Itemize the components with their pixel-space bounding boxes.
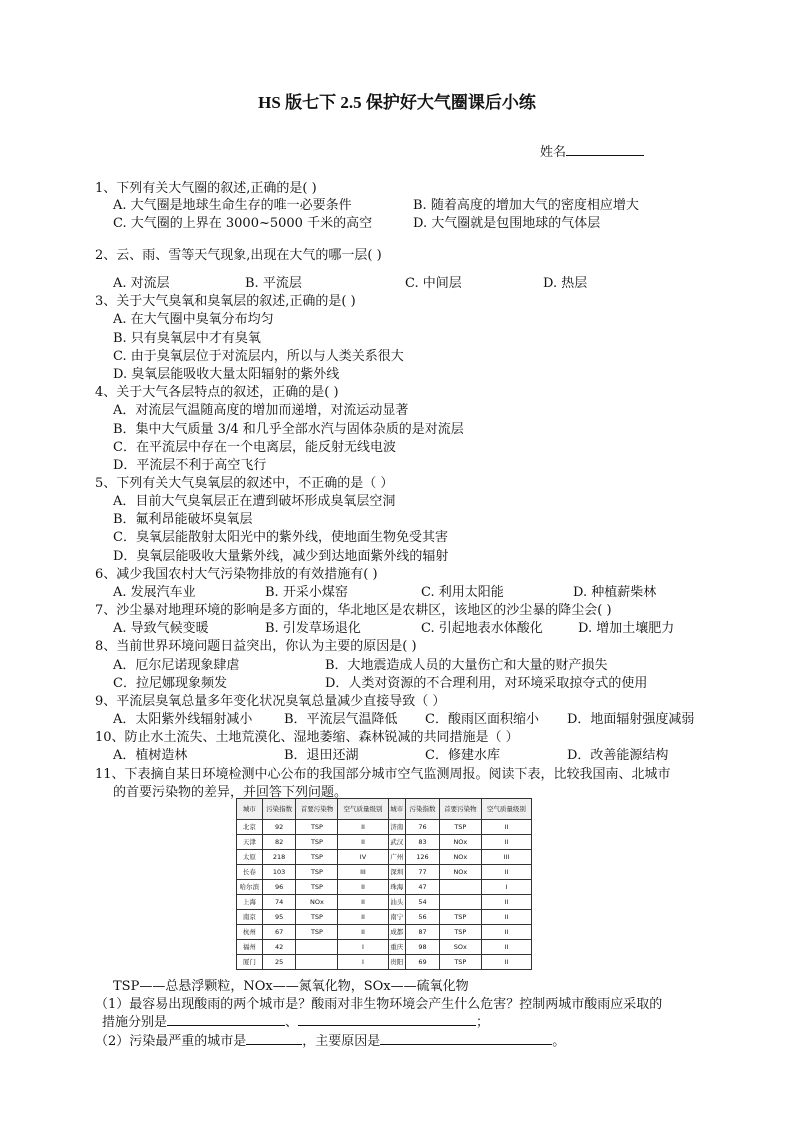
table-cell: SOx (439, 940, 481, 955)
table-cell: II (481, 925, 531, 940)
answer-blank-2b[interactable] (380, 1031, 552, 1045)
table-cell: 哈尔滨 (237, 880, 263, 895)
question-9-option-b: B．平流层气温降低 (284, 712, 398, 727)
question-5-option-a: A．目前大气臭氧层正在遭到破坏形成臭氧层空洞 (113, 494, 396, 509)
question-5-option-c: C．臭氧层能散射太阳光中的紫外线，使地面生物免受其害 (113, 530, 448, 545)
table-cell: NOx (439, 865, 481, 880)
table-header-row (237, 799, 532, 820)
table-header-cell: 污染指数 (406, 799, 440, 820)
table-row (237, 940, 532, 955)
answer-blank-1b[interactable] (298, 1012, 476, 1026)
table-cell: 深圳 (388, 865, 406, 880)
question-7-option-a: A. 导致气候变暖 (113, 621, 209, 636)
table-cell: TSP (296, 835, 338, 850)
table-cell: TSP (296, 820, 338, 835)
table-cell: TSP (439, 925, 481, 940)
question-4-option-c: C．在平流层中存在一个电离层，能反射无线电波 (113, 440, 396, 455)
question-8-option-b: B．大地震造成人员的大量伤亡和大量的财产损失 (325, 658, 608, 673)
table-cell: II (338, 910, 388, 925)
question-3-option-a: A. 在大气圈中臭氧分布均匀 (113, 312, 274, 327)
question-10-option-b: B．退田还湖 (284, 748, 359, 763)
question-8-stem: 8、当前世界环境问题日益突出，你认为主要的原因是( ) (95, 639, 417, 654)
table-header-cell: 空气质量级别 (481, 799, 531, 820)
table-cell: 42 (262, 940, 296, 955)
table-cell: 太原 (237, 850, 263, 865)
table-cell: 103 (262, 865, 296, 880)
table-row (237, 910, 532, 925)
question-3-stem: 3、关于大气臭氧和臭氧层的叙述,正确的是( ) (95, 294, 356, 309)
table-cell: 47 (406, 880, 440, 895)
question-9-stem: 9、平流层臭氧总量多年变化状况臭氧总量减少直接导致（ ） (95, 694, 446, 709)
name-blank[interactable] (566, 142, 644, 156)
pollutant-legend-note: TSP——总悬浮颗粒，NOx——氮氧化物，SOx——硫氧化物 (113, 979, 469, 994)
table-cell: 成都 (388, 925, 406, 940)
table-header-cell: 空气质量级别 (338, 799, 388, 820)
table-cell: IV (338, 850, 388, 865)
table-cell: III (338, 865, 388, 880)
question-10-option-a: A．植树造林 (113, 748, 188, 763)
question-1-option-b: B. 随着高度的增加大气的密度相应增大 (413, 198, 639, 213)
question-4-option-d: D．平流层不利于高空飞行 (113, 458, 267, 473)
question-6-option-b: B. 开采小煤窑 (265, 585, 348, 600)
sub-question-2-mid: ，主要原因是 (302, 1034, 381, 1049)
question-1-stem: 1、下列有关大气圈的叙述,正确的是( ) (95, 181, 317, 196)
table-cell: II (481, 895, 531, 910)
table-cell: 广州 (388, 850, 406, 865)
question-7-option-d: D. 增加土壤肥力 (578, 621, 675, 636)
table-cell: I (338, 940, 388, 955)
table-cell: II (481, 865, 531, 880)
question-6-stem: 6、减少我国农村大气污染物排放的有效措施有( ) (95, 567, 378, 582)
table-cell: II (338, 925, 388, 940)
question-1-option-d: D. 大气圈就是包围地球的气体层 (413, 216, 601, 231)
question-5-option-d: D．臭氧层能吸收大量紫外线，减少到达地面紫外线的辐射 (113, 549, 449, 564)
table-cell: 武汉 (388, 835, 406, 850)
student-name-field (540, 141, 644, 160)
table-cell: 南宁 (388, 910, 406, 925)
question-4-option-b: B．集中大气质量 3/4 和几乎全部水汽与固体杂质的是对流层 (113, 422, 464, 437)
question-2-option-b: B. 平流层 (245, 276, 302, 291)
sub-question-1-line2 (102, 1011, 489, 1030)
table-cell: 汕头 (388, 895, 406, 910)
table-cell: II (481, 820, 531, 835)
answer-blank-2a[interactable] (246, 1031, 302, 1045)
question-7-option-c: C. 引起地表水体酸化 (421, 621, 543, 636)
question-6-option-d: D. 种植薪柴林 (573, 585, 657, 600)
table-cell: 56 (406, 910, 440, 925)
question-11-stem-line2: 的首要污染物的差异，并回答下列问题。 (113, 785, 348, 800)
question-5-stem: 5、下列有关大气臭氧层的叙述中，不正确的是（ ） (95, 476, 394, 491)
table-cell: NOx (439, 850, 481, 865)
table-cell: TSP (439, 910, 481, 925)
table-cell: 厦门 (237, 955, 263, 970)
table-cell: II (338, 895, 388, 910)
question-8-option-c: C．拉尼娜现象频发 (113, 676, 227, 691)
question-2-option-d: D. 热层 (543, 276, 588, 291)
sub-question-1-end: ； (476, 1015, 490, 1030)
table-cell: 25 (262, 955, 296, 970)
table-cell: II (338, 820, 388, 835)
table-cell: 74 (262, 895, 296, 910)
table-cell: TSP (439, 820, 481, 835)
sub-question-2-prefix: （2）污染最严重的城市是 (95, 1034, 247, 1049)
table-cell: NOx (439, 835, 481, 850)
question-9-option-d: D．地面辐射强度减弱 (567, 712, 695, 727)
table-cell: 77 (406, 865, 440, 880)
sub-question-1-separator: 、 (285, 1015, 299, 1030)
question-3-option-c: C. 由于臭氧层位于对流层内，所以与人类关系很大 (113, 349, 404, 364)
table-cell: 54 (406, 895, 440, 910)
question-3-option-d: D. 臭氧层能吸收大量太阳辐射的紫外线 (113, 367, 340, 382)
table-row (237, 850, 532, 865)
question-10-stem: 10、防止水土流失、土地荒漠化、湿地萎缩、森林锐减的共同措施是（ ） (95, 730, 519, 745)
table-cell: 上海 (237, 895, 263, 910)
question-1-option-c: C. 大气圈的上界在 3000~5000 千米的高空 (113, 216, 373, 231)
question-2-option-a: A. 对流层 (113, 276, 170, 291)
table-cell: 82 (262, 835, 296, 850)
question-7-option-b: B. 引发草场退化 (265, 621, 361, 636)
table-cell: 杭州 (237, 925, 263, 940)
page-title: HS 版七下 2.5 保护好大气圈课后小练 (258, 93, 536, 112)
table-cell: 长春 (237, 865, 263, 880)
sub-question-2 (95, 1030, 565, 1049)
table-cell: 76 (406, 820, 440, 835)
table-cell: II (338, 835, 388, 850)
table-header-cell: 污染指数 (262, 799, 296, 820)
table-cell: II (481, 835, 531, 850)
table-cell: II (481, 955, 531, 970)
question-11-stem-line1: 11、下表摘自某日环境检测中心公布的我国部分城市空气监测周报。阅读下表，比较我国南、北城市 (95, 767, 671, 782)
table-cell: 67 (262, 925, 296, 940)
table-cell: TSP (296, 850, 338, 865)
sub-question-1-line1: （1）最容易出现酸雨的两个城市是？酸雨对非生物环境会产生什么危害？控制两城市酸雨应采取的 (95, 997, 663, 1012)
question-1-option-a: A. 大气圈是地球生命生存的唯一必要条件 (113, 198, 352, 213)
table-cell: II (481, 940, 531, 955)
table-cell (296, 940, 338, 955)
table-cell: TSP (296, 865, 338, 880)
sub-question-2-end: 。 (552, 1034, 566, 1049)
table-cell: 南京 (237, 910, 263, 925)
table-cell: I (481, 880, 531, 895)
table-cell: II (481, 910, 531, 925)
table-header-cell: 首要污染物 (439, 799, 481, 820)
air-quality-table (236, 798, 532, 970)
question-3-option-b: B. 只有臭氧层中才有臭氧 (113, 331, 261, 346)
table-cell: TSP (296, 925, 338, 940)
table-cell: NOx (296, 895, 338, 910)
table-cell: 贵阳 (388, 955, 406, 970)
table-cell: 福州 (237, 940, 263, 955)
table-row (237, 925, 532, 940)
table-cell: I (338, 955, 388, 970)
question-2-stem: 2、云、雨、雪等天气现象,出现在大气的哪一层( ) (95, 248, 382, 263)
table-header-cell: 城市 (237, 799, 263, 820)
table-cell: 87 (406, 925, 440, 940)
question-10-option-d: D．改善能源结构 (567, 748, 669, 763)
table-cell: 重庆 (388, 940, 406, 955)
table-cell: III (481, 850, 531, 865)
name-label: 姓名 (540, 145, 567, 160)
question-2-option-c: C. 中间层 (405, 276, 462, 291)
question-9-option-c: C．酸雨区面积缩小 (425, 712, 539, 727)
table-cell: 83 (406, 835, 440, 850)
table-row (237, 835, 532, 850)
question-8-option-a: A．厄尔尼诺现象肆虐 (113, 658, 240, 673)
table-cell: 98 (406, 940, 440, 955)
table-cell: 218 (262, 850, 296, 865)
table-cell: 69 (406, 955, 440, 970)
table-cell: TSP (296, 910, 338, 925)
table-cell (296, 955, 338, 970)
table-row (237, 820, 532, 835)
table-cell: 北京 (237, 820, 263, 835)
table-cell: TSP (296, 880, 338, 895)
question-4-stem: 4、关于大气各层特点的叙述，正确的是( ) (95, 385, 339, 400)
table-row (237, 895, 532, 910)
question-4-option-a: A．对流层气温随高度的增加而递增，对流运动显著 (113, 403, 409, 418)
table-cell: 92 (262, 820, 296, 835)
question-5-option-b: B．氟利昂能破坏臭氧层 (113, 512, 253, 527)
table-cell (439, 895, 481, 910)
table-cell: TSP (439, 955, 481, 970)
table-cell: II (338, 880, 388, 895)
table-cell (439, 880, 481, 895)
table-row (237, 955, 532, 970)
table-cell: 天津 (237, 835, 263, 850)
question-6-option-a: A. 发展汽车业 (113, 585, 196, 600)
table-header-cell: 城市 (388, 799, 406, 820)
table-cell: 96 (262, 880, 296, 895)
question-8-option-d: D．人类对资源的不合理利用，对环境采取掠夺式的使用 (325, 676, 648, 691)
answer-blank-1a[interactable] (167, 1012, 285, 1026)
table-header-cell: 首要污染物 (296, 799, 338, 820)
question-7-stem: 7、沙尘暴对地理环境的影响是多方面的，华北地区是农耕区，该地区的沙尘暴的降尘会( ) (95, 603, 612, 618)
table-cell: 126 (406, 850, 440, 865)
table-cell: 珠海 (388, 880, 406, 895)
table-cell: 济南 (388, 820, 406, 835)
table-row (237, 880, 532, 895)
table-row (237, 865, 532, 880)
question-6-option-c: C. 利用太阳能 (421, 585, 504, 600)
sub-question-1-prefix: 措施分别是 (102, 1015, 168, 1030)
question-10-option-c: C．修建水库 (425, 748, 500, 763)
question-9-option-a: A．太阳紫外线辐射减小 (113, 712, 253, 727)
table-cell: 95 (262, 910, 296, 925)
